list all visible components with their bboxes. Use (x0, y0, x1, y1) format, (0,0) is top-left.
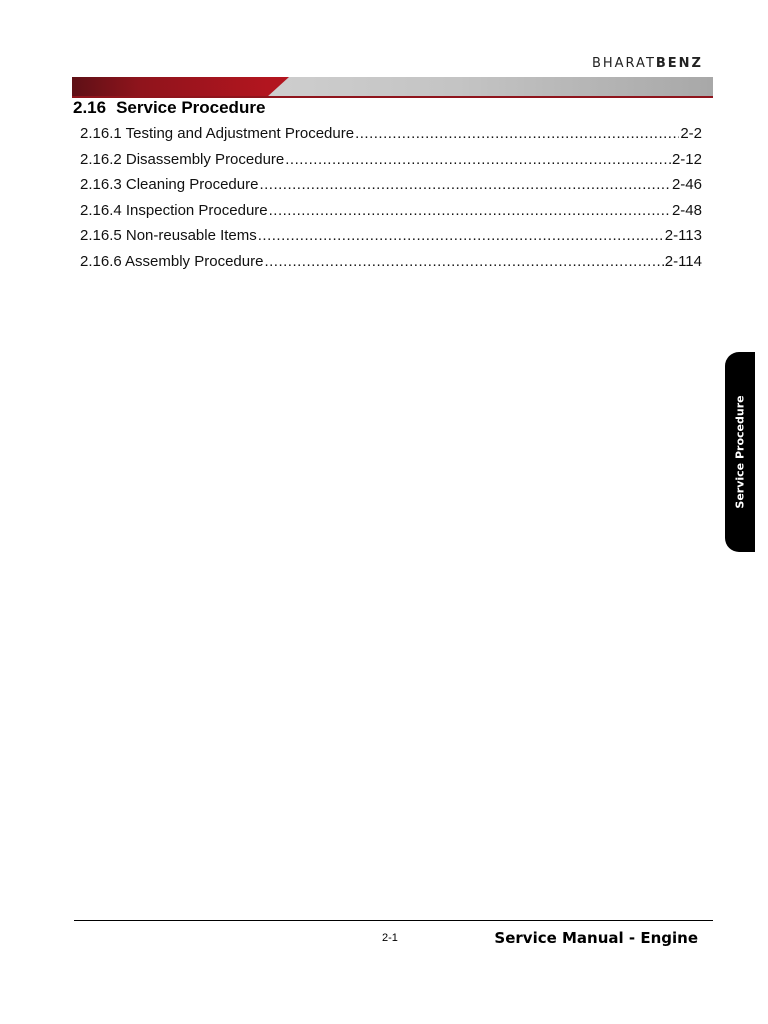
banner-red-slant (267, 77, 289, 97)
toc-entry-page: 2-48 (671, 201, 702, 219)
toc-entry-page: 2-114 (664, 252, 702, 270)
brand-logo-part1: BHARAT (591, 56, 656, 71)
brand-logo (592, 56, 703, 71)
banner-red-band (72, 77, 267, 97)
toc-leader-dots (258, 227, 664, 244)
toc-entry-page: 2-46 (671, 176, 702, 194)
header-banner (72, 77, 713, 97)
toc-entry-label: 2.16.4 Inspection Procedure (80, 201, 268, 219)
table-of-contents (80, 125, 702, 279)
toc-leader-dots (269, 202, 671, 219)
page-number: 2-1 (382, 932, 398, 944)
toc-leader-dots (259, 176, 671, 193)
toc-entry-label: 2.16.1 Testing and Adjustment Procedure (80, 125, 355, 142)
toc-entry[interactable] (80, 227, 702, 253)
toc-leader-dots (285, 151, 671, 168)
side-tab-label: Service Procedure (733, 395, 747, 509)
toc-entry-label: 2.16.2 Disassembly Procedure (80, 150, 285, 168)
toc-entry[interactable] (80, 151, 702, 177)
toc-entry[interactable] (80, 125, 702, 151)
toc-entry[interactable] (80, 202, 702, 228)
toc-entry-page: 2-12 (671, 150, 702, 168)
section-title (73, 98, 265, 118)
toc-entry-page: 2-113 (664, 227, 702, 245)
side-tab (725, 352, 755, 552)
toc-entry-label: 2.16.5 Non-reusable Items (80, 227, 257, 245)
toc-entry[interactable] (80, 253, 702, 279)
manual-title: Service Manual - Engine (494, 929, 698, 947)
toc-entry-page: 2-2 (680, 125, 702, 142)
toc-entry-label: 2.16.3 Cleaning Procedure (80, 176, 259, 194)
toc-entry[interactable] (80, 176, 702, 202)
toc-leader-dots (355, 125, 679, 142)
footer-divider (74, 920, 713, 921)
section-name: Service Procedure (116, 98, 266, 117)
toc-entry-label: 2.16.6 Assembly Procedure (80, 252, 264, 270)
section-number: 2.16 (73, 98, 107, 117)
toc-leader-dots (264, 253, 663, 270)
brand-logo-part2: BENZ (655, 56, 703, 71)
